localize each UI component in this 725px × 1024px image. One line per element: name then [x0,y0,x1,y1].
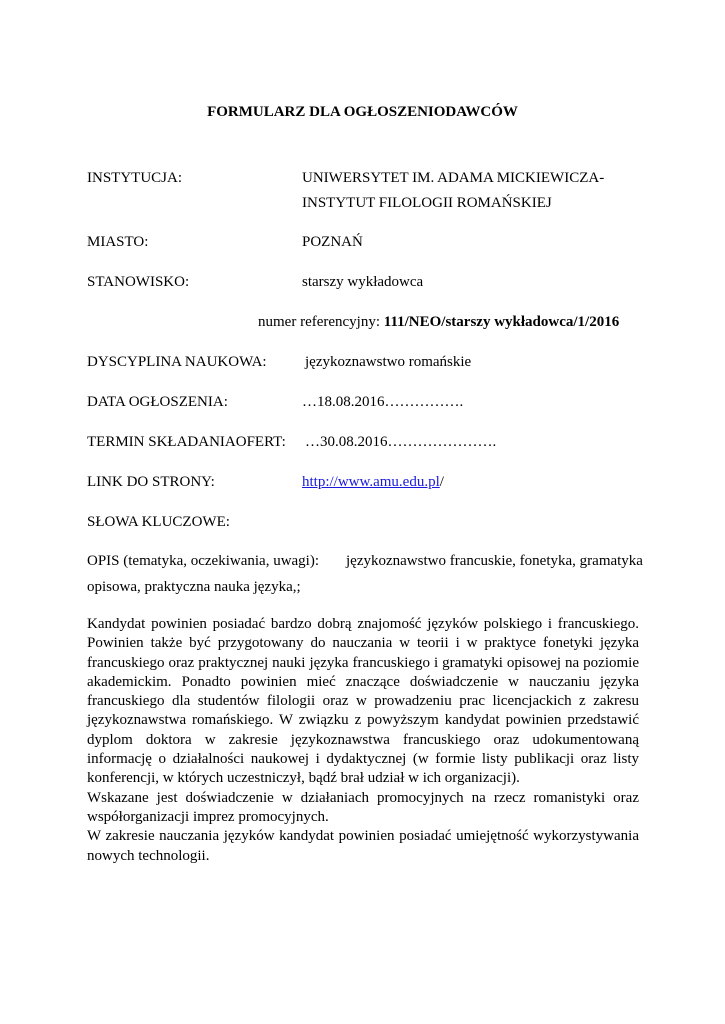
date-value: …18.08.2016……………. [302,394,464,410]
discipline-value: językoznawstwo romańskie [305,354,472,370]
description-label: OPIS (tematyka, oczekiwania, uwagi): [87,553,320,569]
institution-value-line1: UNIWERSYTET IM. ADAMA MICKIEWICZA- [302,170,605,186]
description-value-line1: językoznawstwo francuskie, fonetyka, gramatyka [346,553,643,569]
reference-value: 111/NEO/starszy wykładowca/1/2016 [383,314,620,330]
institution-value-line2: INSTYTUT FILOLOGII ROMAŃSKIEJ [302,195,552,211]
paragraph-promotion: Wskazane jest doświadczenie w działaniach promocyjnych na rzecz romanistyki oraz współorganizacji imprez promocyjnych. [87,789,639,825]
description-value-line2: opisowa, praktyczna nauka języka,; [87,579,301,595]
keywords-label: SŁOWA KLUCZOWE: [87,514,230,530]
deadline-value: …30.08.2016…………………. [305,434,497,450]
discipline-label: DYSCYPLINA NAUKOWA: [87,354,267,370]
link-suffix: / [439,474,444,490]
reference-label: numer referencyjny: [258,314,381,330]
position-label: STANOWISKO: [87,274,190,290]
position-value: starszy wykładowca [302,274,424,290]
institution-label: INSTYTUCJA: [87,170,183,186]
city-label: MIASTO: [87,234,149,250]
paragraph-technology: W zakresie nauczania języków kandydat powinien posiadać umiejętność wykorzystywania nowych technologii. [87,828,639,864]
paragraph-requirements: Kandydat powinien posiadać bardzo dobrą znajomość języków polskiego i francuskiego. Powinien także być przygotowany do nauczania w teorii i w praktyce fonetyki języka francuskiego oraz praktycznej nauki języka francuskiego i gramatyki opisowej na poziomie akademickim. Ponadto powinien mieć znaczące doświadczenie w nauczaniu języka francuskiego dla studentów filologii oraz w prowadzeniu prac licencjackich z zakresu językoznawstwa romańskiego. W związku z powyższym kandydat powinien przedstawić dyplom doktora w zakresie językoznawstwa francuskiego oraz udokumentowaną informację o działalności naukowej i dydaktycznej (w formie listy publikacji oraz listy konferencji, w których uczestniczył, bądź brał udział w ich organizacji). [87,616,639,787]
link-label: LINK DO STRONY: [87,474,215,490]
deadline-label: TERMIN SKŁADANIAOFERT: [87,434,286,450]
link-row [302,472,444,492]
website-link[interactable]: http://www.amu.edu.pl [302,474,440,490]
page-title: FORMULARZ DLA OGŁOSZENIODAWCÓW [207,104,518,120]
reference-number [258,312,619,332]
body-text [87,615,639,866]
date-label: DATA OGŁOSZENIA: [87,394,228,410]
city-value: POZNAŃ [302,234,363,250]
